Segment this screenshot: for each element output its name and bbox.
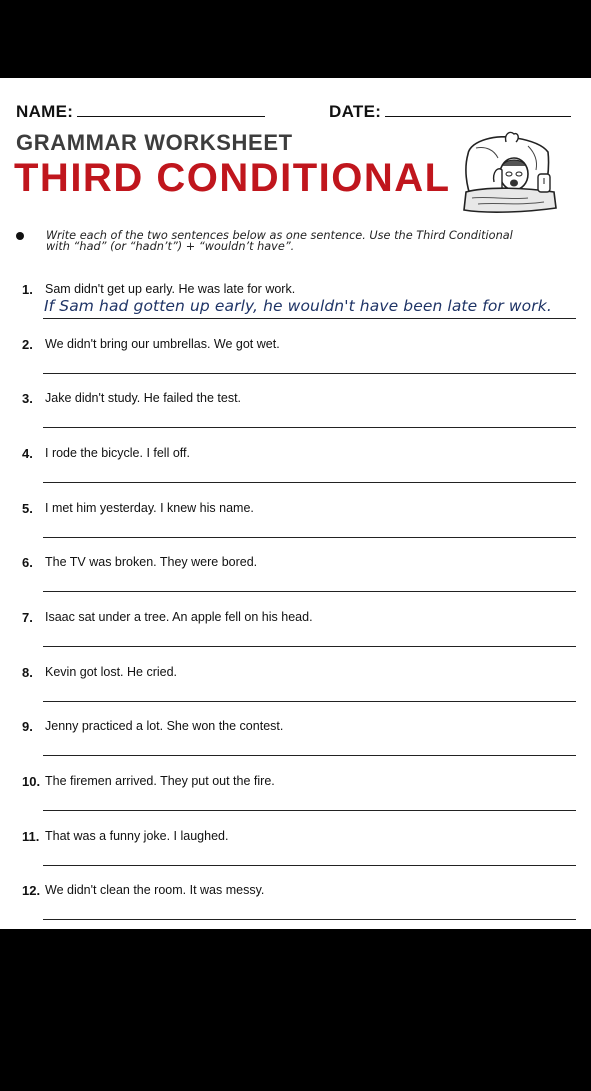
item-sentence: I met him yesterday. I knew his name. bbox=[45, 501, 254, 515]
answer-line[interactable] bbox=[43, 591, 576, 592]
item-sentence: We didn't clean the room. It was messy. bbox=[45, 883, 265, 897]
person-sleeping-in-bed-icon bbox=[458, 130, 558, 216]
exercise-item-6 bbox=[22, 555, 576, 609]
item-number: 8. bbox=[22, 665, 33, 680]
exercise-item-10 bbox=[22, 774, 576, 828]
item-number: 2. bbox=[22, 337, 33, 352]
exercise-item-5 bbox=[22, 501, 576, 555]
exercise-item-4 bbox=[22, 446, 576, 500]
item-sentence: Isaac sat under a tree. An apple fell on his head. bbox=[45, 610, 313, 624]
answer-line[interactable] bbox=[43, 373, 576, 374]
answer-line[interactable] bbox=[43, 919, 576, 920]
item-sentence: Kevin got lost. He cried. bbox=[45, 665, 178, 679]
item-number: 11. bbox=[22, 829, 40, 844]
item-sentence: Jenny practiced a lot. She won the contest. bbox=[45, 719, 284, 733]
item-sentence: Sam didn't get up early. He was late for work. bbox=[45, 282, 296, 296]
item-number: 7. bbox=[22, 610, 33, 625]
item-sentence: Jake didn't study. He failed the test. bbox=[45, 391, 242, 405]
item-sentence: That was a funny joke. I laughed. bbox=[45, 829, 229, 843]
item-number: 3. bbox=[22, 391, 33, 406]
name-blank-line bbox=[77, 100, 265, 117]
date-blank-line bbox=[385, 100, 571, 117]
item-number: 9. bbox=[22, 719, 33, 734]
exercise-item-9 bbox=[22, 719, 576, 773]
worksheet-title: THIRD CONDITIONAL bbox=[14, 156, 451, 200]
item-number: 4. bbox=[22, 446, 33, 461]
instruction-line-2: with “had” (or “hadn’t”) + “wouldn’t have”. bbox=[46, 240, 295, 253]
answer-line[interactable] bbox=[43, 646, 576, 647]
date-label: DATE: bbox=[329, 102, 382, 121]
answer-line[interactable] bbox=[43, 701, 576, 702]
instructions bbox=[16, 230, 572, 252]
item-sentence: The TV was broken. They were bored. bbox=[45, 555, 258, 569]
exercise-item-12 bbox=[22, 883, 576, 929]
date-field[interactable] bbox=[329, 100, 571, 122]
item-number: 6. bbox=[22, 555, 33, 570]
exercise-item-3 bbox=[22, 391, 576, 445]
answer-line[interactable] bbox=[43, 318, 576, 319]
worksheet-page bbox=[0, 78, 591, 929]
answer-line[interactable] bbox=[43, 865, 576, 866]
header-row bbox=[16, 100, 576, 124]
exercise-item-2 bbox=[22, 337, 576, 391]
answer-line[interactable] bbox=[43, 537, 576, 538]
item-number: 1. bbox=[22, 282, 33, 297]
exercise-item-11 bbox=[22, 829, 576, 883]
instruction-line-1: Write each of the two sentences below as one sentence. Use the Third Conditional bbox=[46, 229, 513, 242]
name-field[interactable] bbox=[16, 100, 265, 122]
answer-line[interactable] bbox=[43, 427, 576, 428]
item-sentence: We didn't bring our umbrellas. We got wet. bbox=[45, 337, 280, 351]
handwritten-answer: If Sam had gotten up early, he wouldn't have been late for work. bbox=[44, 297, 552, 315]
top-backdrop bbox=[0, 0, 591, 78]
answer-line[interactable] bbox=[43, 810, 576, 811]
exercise-item-1 bbox=[22, 282, 576, 336]
worksheet-subtitle: GRAMMAR WORKSHEET bbox=[16, 130, 293, 155]
item-sentence: The firemen arrived. They put out the fire. bbox=[45, 774, 275, 788]
item-sentence: I rode the bicycle. I fell off. bbox=[45, 446, 190, 460]
exercise-item-8 bbox=[22, 665, 576, 719]
bullet-point bbox=[16, 232, 24, 240]
answer-line[interactable] bbox=[43, 755, 576, 756]
item-number: 12. bbox=[22, 883, 41, 898]
item-number: 5. bbox=[22, 501, 33, 516]
item-number: 10. bbox=[22, 774, 41, 789]
exercise-item-7 bbox=[22, 610, 576, 664]
answer-line[interactable] bbox=[43, 482, 576, 483]
bottom-backdrop bbox=[0, 929, 591, 1091]
name-label: NAME: bbox=[16, 102, 74, 121]
